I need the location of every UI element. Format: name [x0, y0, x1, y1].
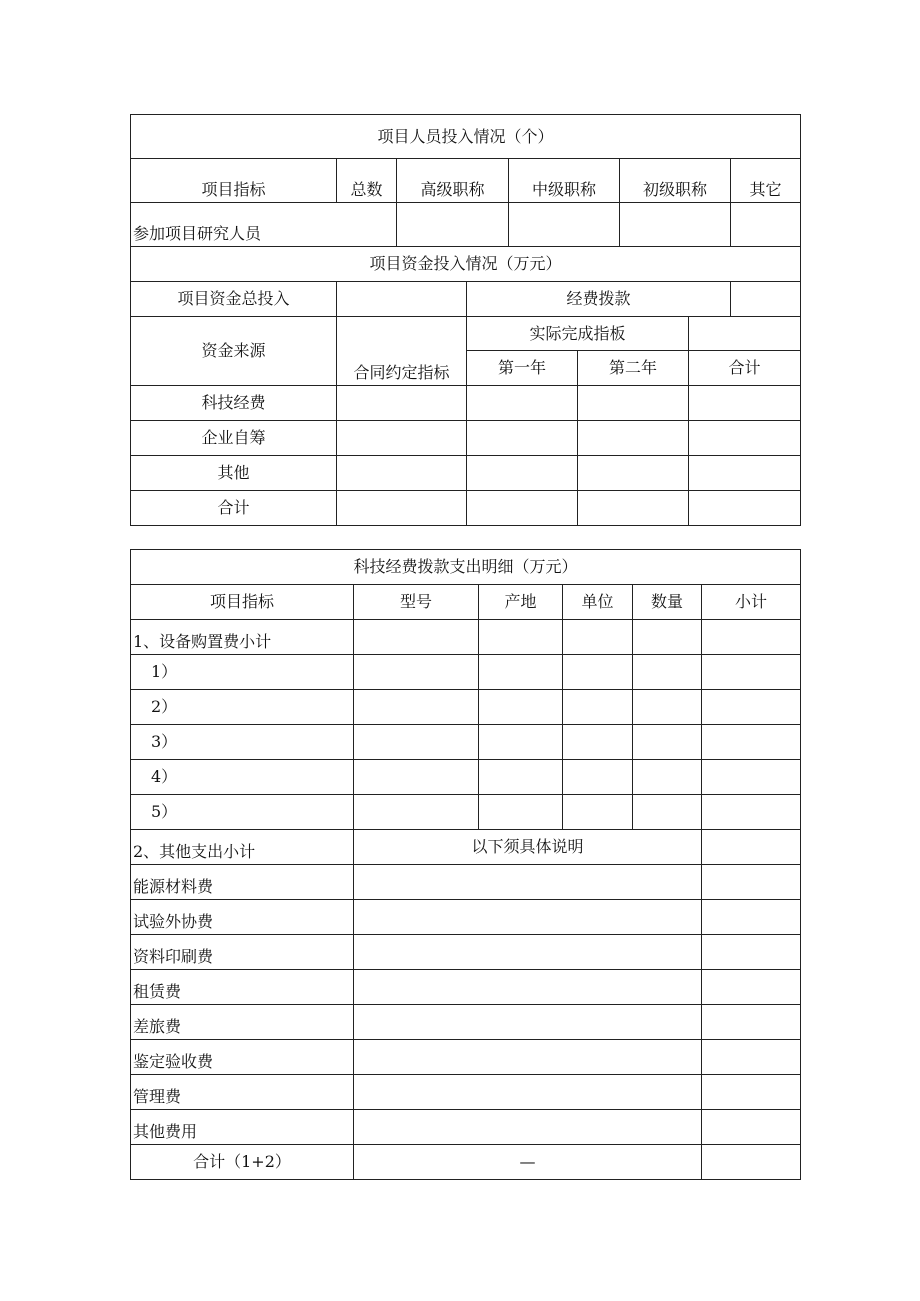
- detail-header-indicator: 项目指标: [131, 585, 354, 620]
- funding-cell[interactable]: [578, 421, 689, 456]
- funding-cell[interactable]: [337, 421, 467, 456]
- detail-cell[interactable]: [479, 725, 563, 760]
- funding-cell[interactable]: [689, 421, 801, 456]
- funding-cell[interactable]: [578, 456, 689, 491]
- funding-cell[interactable]: [337, 386, 467, 421]
- personnel-funding-table: [130, 114, 801, 526]
- funding-row-label: 科技经费: [131, 386, 337, 421]
- funding-grant-cell[interactable]: [731, 282, 801, 317]
- detail-cell[interactable]: [702, 620, 801, 655]
- funding-cell[interactable]: [337, 456, 467, 491]
- personnel-other-cell[interactable]: [731, 203, 801, 247]
- personnel-header-indicator: 项目指标: [131, 159, 337, 203]
- funding-cell[interactable]: [689, 491, 801, 526]
- detail-cell[interactable]: [354, 620, 479, 655]
- grand-total-dash: —: [354, 1145, 702, 1180]
- detail-cell[interactable]: [702, 1075, 801, 1110]
- funding-grant-label: 经费拨款: [467, 282, 731, 317]
- funding-title: 项目资金投入情况（万元）: [131, 247, 801, 282]
- detail-header-subtotal: 小计: [702, 585, 801, 620]
- other-item-note-cell[interactable]: [354, 935, 702, 970]
- funding-year1-label: 第一年: [467, 351, 578, 386]
- detail-cell[interactable]: [563, 655, 633, 690]
- detail-cell[interactable]: [479, 655, 563, 690]
- funding-source-label: 资金来源: [131, 317, 337, 386]
- detail-cell[interactable]: [633, 690, 702, 725]
- personnel-junior-cell[interactable]: [620, 203, 731, 247]
- detail-cell[interactable]: [354, 725, 479, 760]
- other-item-note-cell[interactable]: [354, 970, 702, 1005]
- personnel-middle-cell[interactable]: [509, 203, 620, 247]
- detail-cell[interactable]: [479, 795, 563, 830]
- other-item-note-cell[interactable]: [354, 865, 702, 900]
- funding-sum-label: 合计: [689, 351, 801, 386]
- other-item-label: 管理费: [131, 1075, 354, 1110]
- other-item-label: 鉴定验收费: [131, 1040, 354, 1075]
- funding-cell[interactable]: [467, 491, 578, 526]
- other-item-note-cell[interactable]: [354, 1005, 702, 1040]
- personnel-senior-cell[interactable]: [397, 203, 509, 247]
- grand-total-label: 合计（1+2）: [131, 1145, 354, 1180]
- other-item-label: 租赁费: [131, 970, 354, 1005]
- equip-subtotal-label: 1、设备购置费小计: [131, 620, 354, 655]
- detail-cell[interactable]: [702, 795, 801, 830]
- detail-cell[interactable]: [479, 620, 563, 655]
- other-item-note-cell[interactable]: [354, 1075, 702, 1110]
- other-note: 以下须具体说明: [354, 830, 702, 865]
- detail-cell[interactable]: [479, 760, 563, 795]
- detail-cell[interactable]: [633, 655, 702, 690]
- other-item-label: 差旅费: [131, 1005, 354, 1040]
- personnel-header-other: 其它: [731, 159, 801, 203]
- other-item-label: 能源材料费: [131, 865, 354, 900]
- detail-cell[interactable]: [563, 760, 633, 795]
- detail-cell[interactable]: [563, 620, 633, 655]
- detail-cell[interactable]: [702, 970, 801, 1005]
- funding-cell[interactable]: [689, 456, 801, 491]
- funding-cell[interactable]: [578, 491, 689, 526]
- other-item-label: 资料印刷费: [131, 935, 354, 970]
- detail-cell[interactable]: [702, 900, 801, 935]
- other-item-note-cell[interactable]: [354, 1040, 702, 1075]
- detail-cell[interactable]: [563, 690, 633, 725]
- detail-cell[interactable]: [702, 935, 801, 970]
- equip-item-label: 1）: [131, 655, 354, 690]
- personnel-title: 项目人员投入情况（个）: [131, 115, 801, 159]
- detail-cell[interactable]: [354, 690, 479, 725]
- funding-row-label: 合计: [131, 491, 337, 526]
- detail-header-unit: 单位: [563, 585, 633, 620]
- detail-title: 科技经费拨款支出明细（万元）: [131, 550, 801, 585]
- detail-cell[interactable]: [479, 690, 563, 725]
- funding-row-label: 企业自筹: [131, 421, 337, 456]
- funding-total-label: 项目资金总投入: [131, 282, 337, 317]
- funding-cell[interactable]: [578, 386, 689, 421]
- detail-cell[interactable]: [702, 1040, 801, 1075]
- funding-cell[interactable]: [689, 386, 801, 421]
- equip-item-label: 3）: [131, 725, 354, 760]
- detail-header-model: 型号: [354, 585, 479, 620]
- detail-cell[interactable]: [633, 620, 702, 655]
- equip-item-label: 4）: [131, 760, 354, 795]
- grand-total-cell[interactable]: [702, 1145, 801, 1180]
- other-item-note-cell[interactable]: [354, 1110, 702, 1145]
- personnel-row-label: 参加项目研究人员: [131, 203, 397, 247]
- other-item-label: 试验外协费: [131, 900, 354, 935]
- detail-cell[interactable]: [354, 760, 479, 795]
- detail-cell[interactable]: [633, 760, 702, 795]
- personnel-header-senior: 高级职称: [397, 159, 509, 203]
- personnel-header-total: 总数: [337, 159, 397, 203]
- other-subtotal-label: 2、其他支出小计: [131, 830, 354, 865]
- expense-detail-table: [130, 549, 801, 1180]
- other-item-note-cell[interactable]: [354, 900, 702, 935]
- detail-cell[interactable]: [702, 760, 801, 795]
- funding-total-cell[interactable]: [337, 282, 467, 317]
- detail-cell[interactable]: [563, 725, 633, 760]
- detail-header-origin: 产地: [479, 585, 563, 620]
- detail-cell[interactable]: [702, 725, 801, 760]
- funding-cell[interactable]: [467, 421, 578, 456]
- funding-row-label: 其他: [131, 456, 337, 491]
- funding-year2-label: 第二年: [578, 351, 689, 386]
- detail-cell[interactable]: [633, 795, 702, 830]
- funding-cell[interactable]: [337, 491, 467, 526]
- funding-cell[interactable]: [467, 456, 578, 491]
- funding-contract-label: 合同约定指标: [337, 317, 467, 386]
- equip-item-label: 5）: [131, 795, 354, 830]
- detail-cell[interactable]: [702, 830, 801, 865]
- detail-cell[interactable]: [702, 1110, 801, 1145]
- personnel-header-middle: 中级职称: [509, 159, 620, 203]
- detail-cell[interactable]: [354, 795, 479, 830]
- detail-cell[interactable]: [354, 655, 479, 690]
- funding-cell[interactable]: [467, 386, 578, 421]
- detail-cell[interactable]: [702, 1005, 801, 1040]
- detail-cell[interactable]: [702, 690, 801, 725]
- detail-header-quantity: 数量: [633, 585, 702, 620]
- equip-item-label: 2）: [131, 690, 354, 725]
- funding-actual-label: 实际完成指板: [467, 317, 689, 351]
- funding-actual-cell[interactable]: [689, 317, 801, 351]
- detail-cell[interactable]: [633, 725, 702, 760]
- detail-cell[interactable]: [563, 795, 633, 830]
- personnel-header-junior: 初级职称: [620, 159, 731, 203]
- detail-cell[interactable]: [702, 655, 801, 690]
- detail-cell[interactable]: [702, 865, 801, 900]
- other-item-label: 其他费用: [131, 1110, 354, 1145]
